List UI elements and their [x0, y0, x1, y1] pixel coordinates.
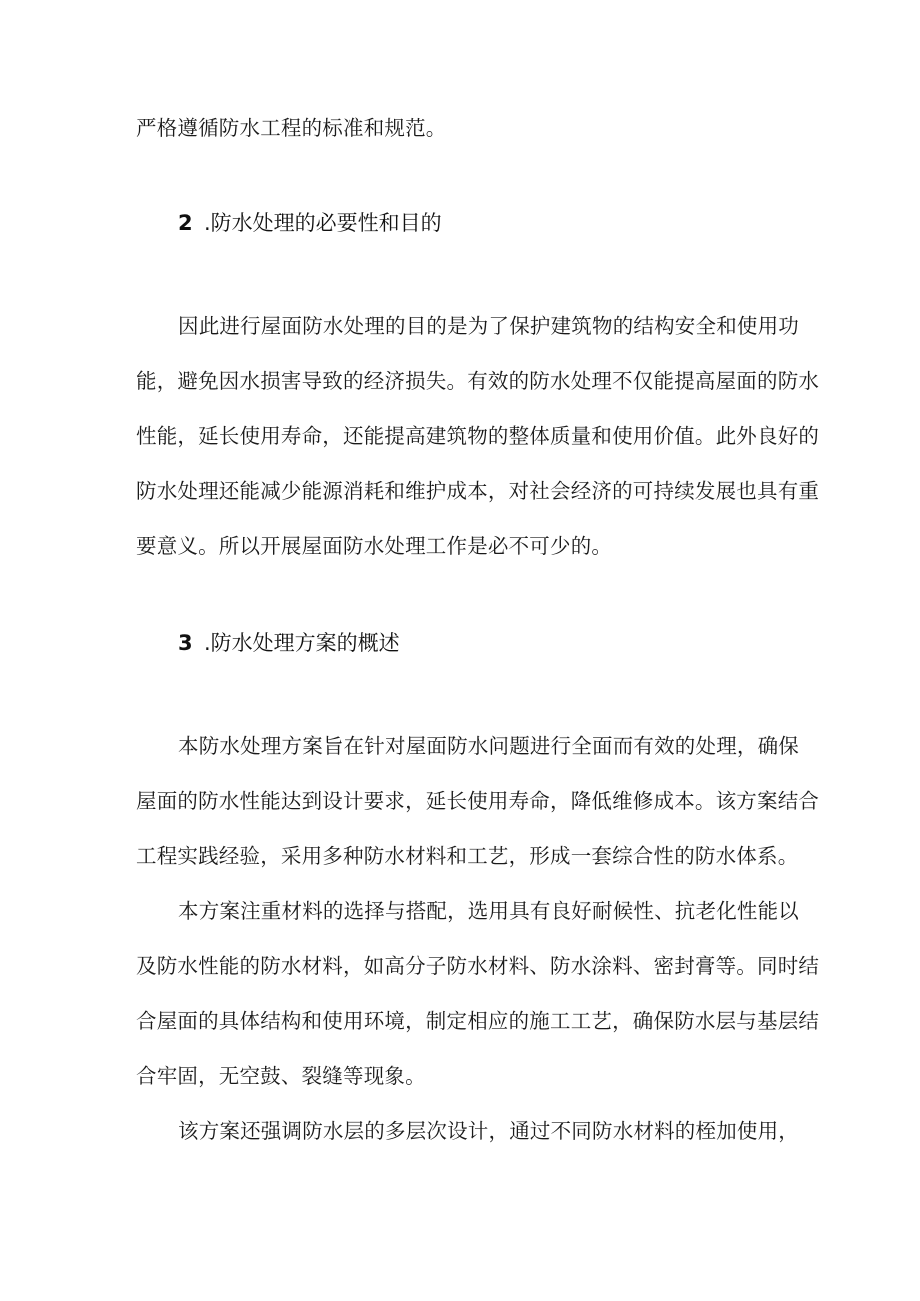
section-number: 3	[178, 631, 193, 655]
paragraph-line: 本防水处理方案旨在针对屋面防水问题进行全面而有效的处理，确保	[178, 734, 799, 758]
paragraph-line: 能，避免因水损害导致的经济损失。有效的防水处理不仅能提高屋面的防水	[136, 369, 820, 393]
paragraph-line: 屋面的防水性能达到设计要求，延长使用寿命，降低维修成本。该方案结合	[136, 789, 820, 813]
paragraph-line: 性能，延长使用寿命，还能提高建筑物的整体质量和使用价值。此外良好的	[136, 424, 820, 448]
paragraph-line: 本方案注重材料的选择与搭配，选用具有良好耐候性、抗老化性能以	[178, 899, 799, 923]
paragraph-line: 该方案还强调防水层的多层次设计，通过不同防水材料的桎加使用，	[178, 1119, 799, 1143]
section-heading-3	[178, 628, 400, 658]
section-number: 2	[178, 211, 193, 235]
paragraph-line: 合牢固，无空鼓、裂缝等现象。	[136, 1064, 426, 1088]
paragraph-line: 工程实践经验，采用多种防水材料和工艺，形成一套综合性的防水体系。	[136, 844, 799, 868]
section-title: .防水处理的必要性和目的	[204, 211, 442, 235]
section-heading-2	[178, 208, 442, 238]
paragraph-line: 要意义。所以开展屋面防水处理工作是必不可少的。	[136, 534, 613, 558]
paragraph-line: 合屋面的具体结构和使用环境，制定相应的施工工艺，确保防水层与基层结	[136, 1009, 820, 1033]
paragraph-line: 因此进行屋面防水处理的目的是为了保护建筑物的结构安全和使用功	[178, 314, 799, 338]
paragraph-line: 严格遵循防水工程的标准和规范。	[136, 116, 447, 140]
paragraph-line: 及防水性能的防水材料，如高分子防水材料、防水涂料、密封膏等。同时结	[136, 954, 820, 978]
paragraph-line: 防水处理还能减少能源消耗和维护成本，对社会经济的可持续发展也具有重	[136, 479, 820, 503]
section-title: .防水处理方案的概述	[204, 631, 400, 655]
